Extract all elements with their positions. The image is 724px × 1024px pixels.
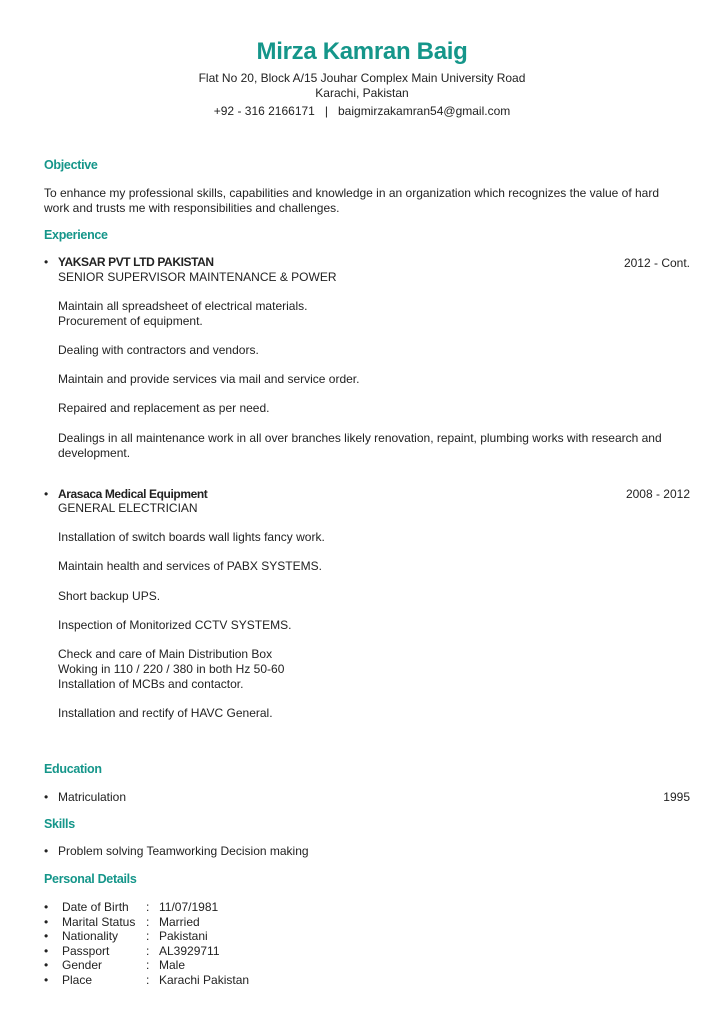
personal-detail-row — [44, 958, 249, 973]
personal-detail-row — [44, 900, 249, 915]
candidate-name: Mirza Kamran Baig — [256, 38, 468, 65]
job-duty: Woking in 110 / 220 / 380 in both Hz 50-60 — [58, 662, 285, 676]
bullet: • — [44, 900, 49, 914]
detail-value: Karachi Pakistan — [159, 972, 250, 987]
personal-details-heading: Personal Details — [44, 872, 137, 886]
job-duty: Maintain all spreadsheet of electrical materials. — [58, 299, 308, 313]
detail-colon: : — [146, 972, 150, 987]
job-duty: Maintain and provide services via mail and service order. — [58, 372, 360, 386]
bullet: • — [44, 929, 49, 944]
objective-heading: Objective — [44, 158, 98, 172]
detail-label: Marital Status — [62, 914, 136, 929]
detail-label: Place — [62, 972, 93, 987]
job-duty: Installation and rectify of HAVC General. — [58, 706, 273, 720]
detail-colon: : — [146, 958, 150, 973]
skills-heading: Skills — [44, 817, 75, 831]
email: baigmirzakamran54@gmail.com — [338, 104, 511, 118]
objective-text: To enhance my professional skills, capabilities and knowledge in an organization which recognizes the value of hard work and trusts me with responsibilities and challenges. — [44, 186, 660, 215]
job-duty: Installation of MCBs and contactor. — [58, 677, 244, 691]
detail-colon: : — [146, 943, 150, 958]
personal-detail-row — [44, 944, 249, 959]
phone: +92 - 316 2166171 — [213, 104, 315, 118]
bullet: • — [44, 914, 49, 929]
personal-detail-row — [44, 929, 249, 944]
bullet: • — [44, 255, 49, 269]
detail-label: Date of Birth — [62, 900, 129, 914]
education-year: 1995 — [663, 790, 690, 804]
job-period: 2008 - 2012 — [625, 487, 690, 501]
experience-heading: Experience — [44, 228, 108, 242]
detail-colon: : — [146, 914, 150, 929]
job-duty: Repaired and replacement as per need. — [58, 401, 270, 415]
job-company: YAKSAR PVT LTD PAKISTAN — [58, 255, 214, 269]
detail-value: Male — [159, 958, 186, 973]
address-line-1: Flat No 20, Block A/15 Jouhar Complex Main University Road — [198, 71, 526, 85]
separator: | — [324, 104, 328, 118]
job-company: Arasaca Medical Equipment — [58, 487, 208, 501]
detail-label: Gender — [62, 958, 103, 973]
bullet: • — [44, 790, 49, 804]
job-duty: Installation of switch boards wall lights fancy work. — [58, 530, 325, 544]
job-period: 2012 - Cont. — [623, 256, 690, 270]
education-item: Matriculation — [58, 790, 127, 804]
job-duty: Short backup UPS. — [58, 589, 161, 603]
personal-details-list — [44, 900, 249, 988]
bullet: • — [44, 972, 49, 987]
education-heading: Education — [44, 762, 102, 776]
detail-colon: : — [146, 929, 150, 944]
job-role: SENIOR SUPERVISOR MAINTENANCE & POWER — [58, 270, 337, 284]
detail-value: Married — [159, 914, 200, 929]
detail-value: 11/07/1981 — [159, 900, 219, 914]
contact-line — [0, 104, 724, 118]
bullet: • — [44, 487, 49, 501]
detail-value: Pakistani — [159, 929, 208, 944]
job-duty: Inspection of Monitorized CCTV SYSTEMS. — [58, 618, 292, 632]
skills-item: Problem solving Teamworking Decision making — [58, 844, 309, 858]
detail-label: Nationality — [62, 929, 119, 944]
address-line-2: Karachi, Pakistan — [315, 86, 409, 100]
job-duty: Maintain health and services of PABX SYSTEMS. — [58, 559, 322, 573]
bullet: • — [44, 958, 49, 973]
job-duty: Dealings in all maintenance work in all over branches likely renovation, repaint, plumbing works with research and development. — [58, 431, 662, 460]
job-duty: Dealing with contractors and vendors. — [58, 343, 259, 357]
bullet: • — [44, 844, 49, 858]
job-role: GENERAL ELECTRICIAN — [58, 501, 198, 515]
job-duty: Check and care of Main Distribution Box — [58, 647, 273, 661]
detail-label: Passport — [62, 943, 110, 958]
detail-colon: : — [146, 900, 150, 914]
personal-detail-row — [44, 973, 249, 988]
detail-value: AL3929711 — [159, 943, 220, 958]
bullet: • — [44, 943, 49, 958]
personal-detail-row — [44, 915, 249, 930]
job-duty: Procurement of equipment. — [58, 314, 203, 328]
